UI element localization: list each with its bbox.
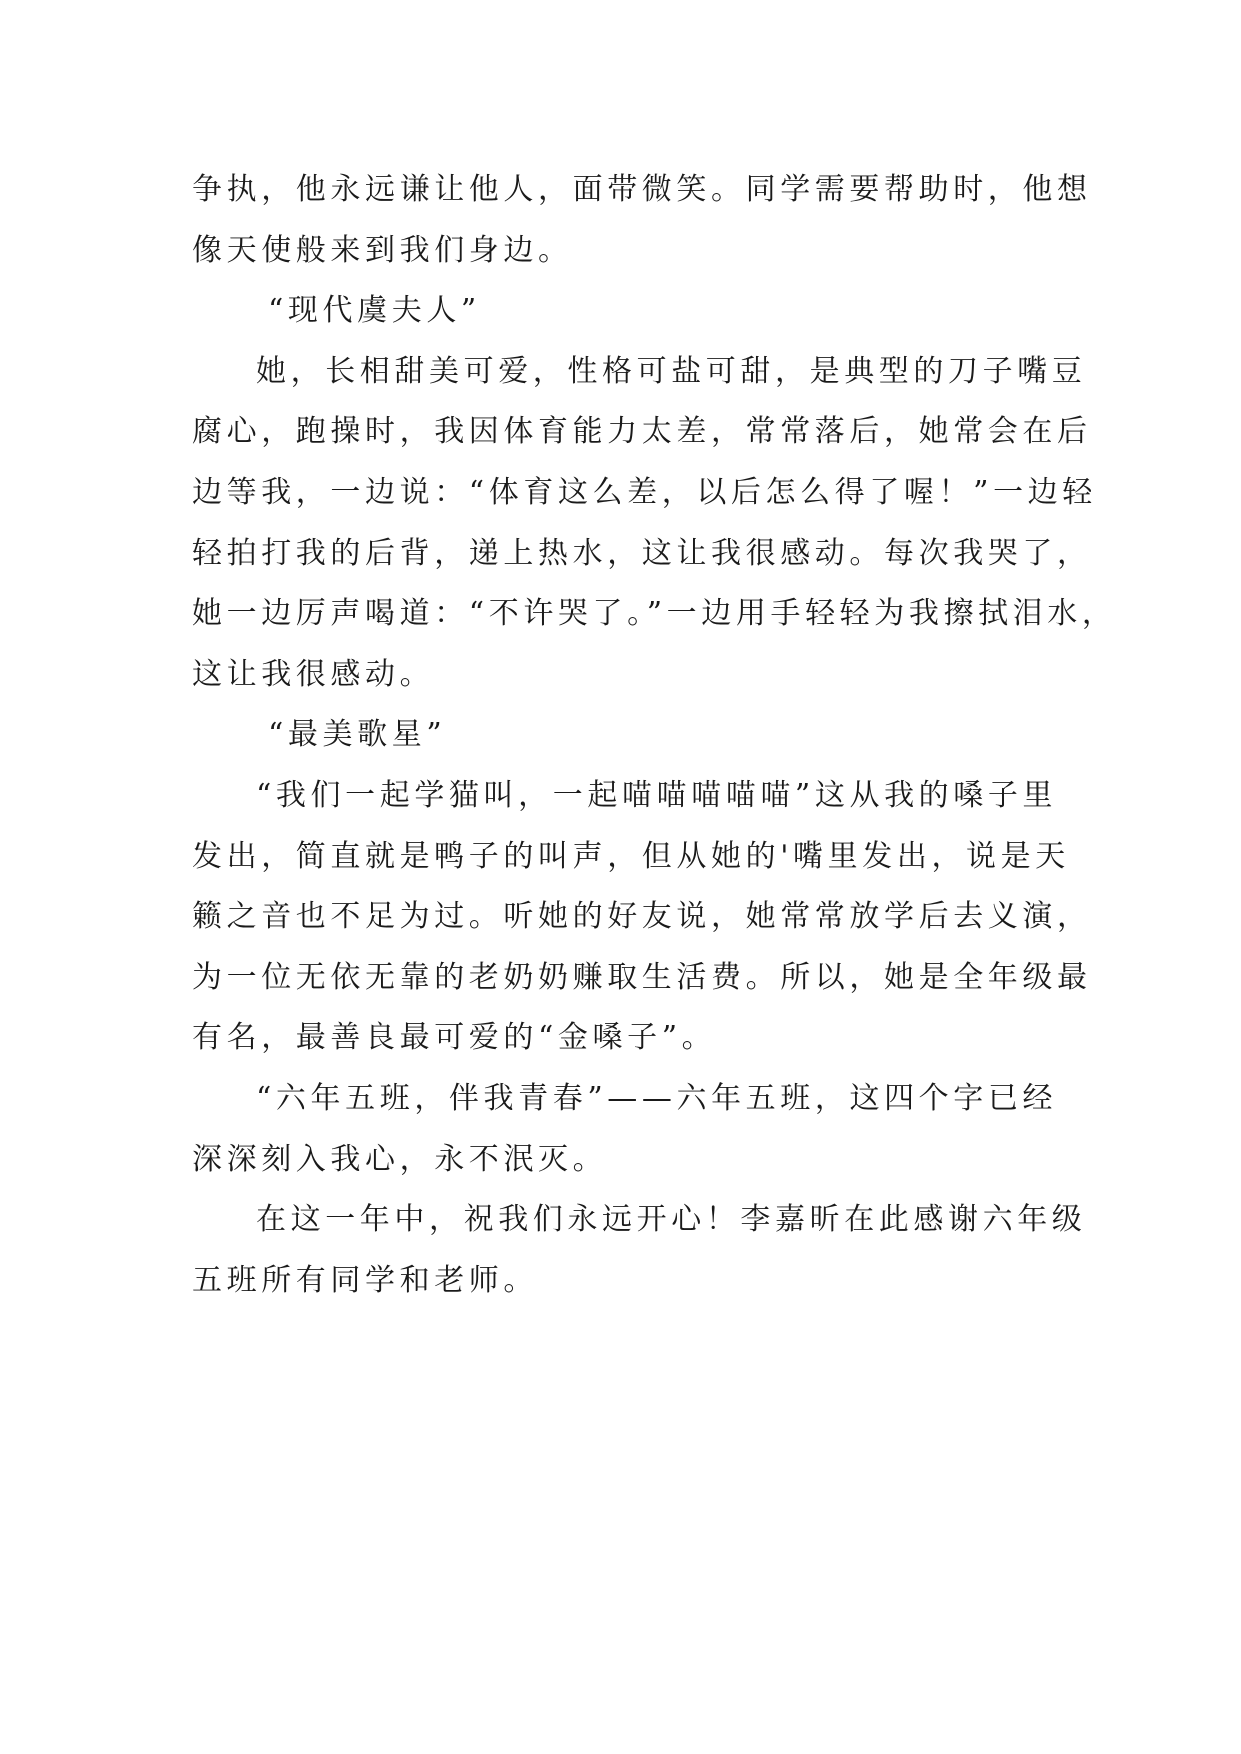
paragraph-line: 这让我很感动。 — [192, 656, 435, 692]
section-heading: “最美歌星” — [268, 717, 447, 753]
paragraph-line: 她，长相甜美可爱，性格可盐可甜，是典型的刀子嘴豆 — [256, 353, 1087, 389]
paragraph-line: “我们一起学猫叫，一起喵喵喵喵喵”这从我的嗓子里 — [256, 777, 1058, 813]
paragraph-line: 籁之音也不足为过。听她的好友说，她常常放学后去义演， — [192, 899, 1092, 935]
document-body — [192, 160, 1117, 1311]
paragraph-line: “六年五班，伴我青春”——六年五班，这四个字已经 — [256, 1080, 1058, 1116]
paragraph-line: 有名，最善良最可爱的“金嗓子”。 — [192, 1020, 717, 1056]
paragraph-line: 争执，他永远谦让他人，面带微笑。同学需要帮助时，他想 — [192, 172, 1092, 207]
paragraph-line: 发出，简直就是鸭子的叫声，但从她的'嘴里发出，说是天 — [192, 838, 1070, 874]
paragraph-line: 五班所有同学和老师。 — [192, 1262, 538, 1298]
paragraph-line: 深深刻入我心，永不泯灭。 — [192, 1141, 608, 1177]
section-heading: “现代虞夫人” — [268, 293, 481, 329]
paragraph-line: 为一位无依无靠的老奶奶赚取生活费。所以，她是全年级最 — [192, 959, 1092, 995]
paragraph-line: 边等我，一边说：“体育这么差，以后怎么得了喔！”一边轻 — [192, 474, 1097, 510]
paragraph-line: 她一边厉声喝道：“不许哭了。”一边用手轻轻为我擦拭泪水， — [192, 596, 1117, 632]
paragraph-line: 在这一年中，祝我们永远开心！李嘉昕在此感谢六年级 — [256, 1202, 1087, 1238]
paragraph-line: 轻拍打我的后背，递上热水，这让我很感动。每次我哭了， — [192, 535, 1092, 571]
paragraph-line: 像天使般来到我们身边。 — [192, 232, 573, 268]
paragraph-line: 腐心，跑操时，我因体育能力太差，常常落后，她常会在后 — [192, 414, 1092, 450]
